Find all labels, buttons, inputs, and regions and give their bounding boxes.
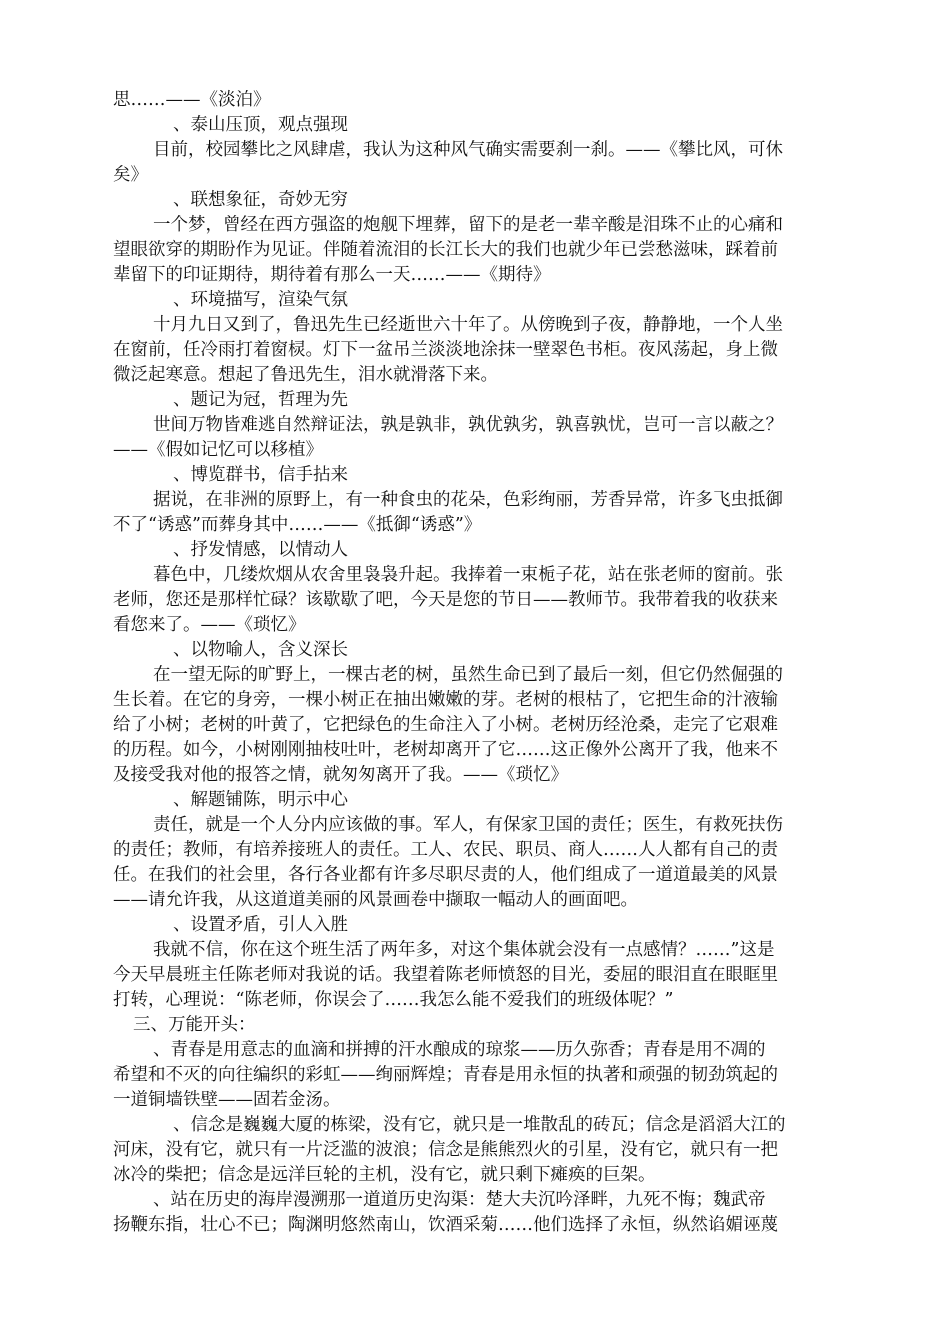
text-line: ——请允许我，从这道道美丽的风景画卷中撷取一幅动人的画面吧。 <box>113 890 638 910</box>
text-line: 、泰山压顶，观点强现 <box>173 115 348 135</box>
text-line: 世间万物皆难逃自然辩证法，孰是孰非，孰优孰劣，孰喜孰忧，岂可一言以蔽之？ <box>153 415 783 435</box>
text-line: 辈留下的印证期待，期待着有那么一天……——《期待》 <box>113 265 551 285</box>
text-line: 的责任；教师，有培养接班人的责任。工人、农民、职员、商人……人人都有自己的责 <box>113 840 778 860</box>
text-line: 老师，您还是那样忙碌？该歇歇了吧，今天是您的节日——教师节。我带着我的收获来 <box>113 590 778 610</box>
text-line: 、博览群书，信手拈来 <box>173 465 348 485</box>
text-line: 给了小树；老树的叶黄了，它把绿色的生命注入了小树。老树历经沧桑，走完了它艰难 <box>113 715 778 735</box>
text-line: 看您来了。——《琐忆》 <box>113 615 306 635</box>
text-line: 、环境描写，渲染气氛 <box>173 290 348 310</box>
text-line: 一个梦，曾经在西方强盗的炮舰下埋葬，留下的是老一辈辛酸是泪珠不止的心痛和 <box>153 215 783 235</box>
text-line: 冰冷的柴把；信念是远洋巨轮的主机，没有它，就只剩下瘫痪的巨架。 <box>113 1165 656 1185</box>
text-line: 、解题铺陈，明示中心 <box>173 790 348 810</box>
text-line: 望眼欲穿的期盼作为见证。伴随着流泪的长江长大的我们也就少年已尝愁滋味，踩着前 <box>113 240 778 260</box>
text-line: 一道铜墙铁壁——固若金汤。 <box>113 1090 341 1110</box>
text-line: 、抒发情感，以情动人 <box>173 540 348 560</box>
text-line: ——《假如记忆可以移植》 <box>113 440 323 460</box>
text-line: 生长着。在它的身旁，一棵小树正在抽出嫩嫩的芽。老树的根枯了，它把生命的汁液输 <box>113 690 778 710</box>
text-line: 河床，没有它，就只有一片泛滥的波浪；信念是熊熊烈火的引星，没有它，就只有一把 <box>113 1140 778 1160</box>
text-line: 、以物喻人，含义深长 <box>173 640 348 660</box>
text-line: 扬鞭东指，壮心不已；陶渊明悠然南山，饮酒采菊……他们选择了永恒，纵然谄媚诬蔑 <box>113 1215 778 1235</box>
text-line: 及接受我对他的报答之情，就匆匆离开了我。——《琐忆》 <box>113 765 568 785</box>
text-line: 在窗前，任冷雨打着窗棂。灯下一盆吊兰淡淡地涂抹一壁翠色书柜。夜风荡起，身上微 <box>113 340 778 360</box>
text-line: 、题记为冠，哲理为先 <box>173 390 348 410</box>
text-line: 不了“诱惑”而葬身其中……——《抵御“诱惑”》 <box>113 515 482 535</box>
text-line: 希望和不灭的向往编织的彩虹——绚丽辉煌；青春是用永恒的执著和顽强的韧劲筑起的 <box>113 1065 778 1085</box>
text-line: 的历程。如今，小树刚刚抽枝吐叶，老树却离开了它……这正像外公离开了我，他来不 <box>113 740 778 760</box>
text-line: 责任，就是一个人分内应该做的事。军人，有保家卫国的责任；医生，有救死扶伤 <box>153 815 783 835</box>
text-line: 打转，心理说：“陈老师，你误会了……我怎么能不爱我们的班级体呢？” <box>113 990 674 1010</box>
text-line: 今天早晨班主任陈老师对我说的话。我望着陈老师愤怒的目光，委屈的眼泪直在眼眶里 <box>113 965 778 985</box>
text-line: 十月九日又到了，鲁迅先生已经逝世六十年了。从傍晚到子夜，静静地，一个人坐 <box>153 315 783 335</box>
text-line: 思……——《淡泊》 <box>113 90 271 110</box>
text-line: 三、万能开头： <box>133 1015 256 1035</box>
text-line: 暮色中，几缕炊烟从农舍里袅袅升起。我捧着一束栀子花，站在张老师的窗前。张 <box>153 565 783 585</box>
text-line: 、站在历史的海岸漫溯那一道道历史沟渠：楚大夫沉吟泽畔，九死不悔；魏武帝 <box>153 1190 766 1210</box>
text-line: 、青春是用意志的血滴和拼搏的汗水酿成的琼浆——历久弥香；青春是用不凋的 <box>153 1040 766 1060</box>
text-line: 微泛起寒意。想起了鲁迅先生，泪水就滑落下来。 <box>113 365 498 385</box>
text-line: 我就不信，你在这个班生活了两年多，对这个集体就会没有一点感情？……”这是 <box>153 940 775 960</box>
text-line: 目前，校园攀比之风肆虐，我认为这种风气确实需要刹一刹。——《攀比风，可休 <box>153 140 783 160</box>
text-line: 任。在我们的社会里，各行各业都有许多尽职尽责的人，他们组成了一道道最美的风景 <box>113 865 778 885</box>
text-line: 矣》 <box>113 165 148 185</box>
text-line: 在一望无际的旷野上，一棵古老的树，虽然生命已到了最后一刻，但它仍然倔强的 <box>153 665 783 685</box>
text-line: 、联想象征，奇妙无穷 <box>173 190 348 210</box>
text-line: 据说，在非洲的原野上，有一种食虫的花朵，色彩绚丽，芳香异常，许多飞虫抵御 <box>153 490 783 510</box>
text-line: 、信念是巍巍大厦的栋梁，没有它，就只是一堆散乱的砖瓦；信念是滔滔大江的 <box>173 1115 786 1135</box>
text-line: 、设置矛盾，引人入胜 <box>173 915 348 935</box>
